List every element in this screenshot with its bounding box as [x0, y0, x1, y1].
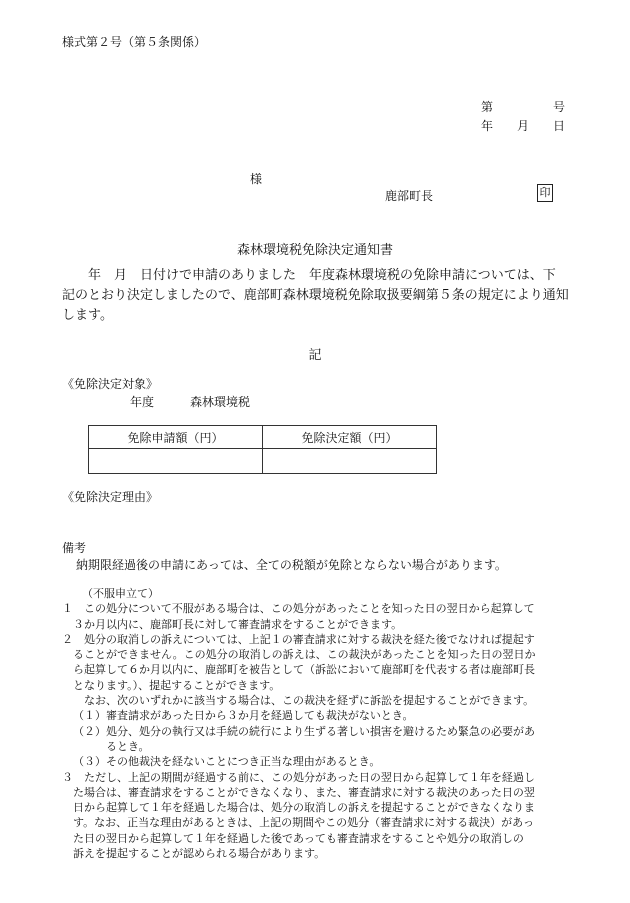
appeal-line: た場合は、審査請求をすることができなくなり、また、審査請求に対する裁決のあった日の翌	[73, 785, 535, 799]
remarks-heading: 備考	[62, 541, 87, 555]
intro-paragraph	[62, 266, 582, 326]
appeal-line: るとき。	[106, 739, 150, 753]
addressee: 様	[250, 172, 263, 186]
appeal-line: 訴えを提起することが認められる場合があります。	[73, 847, 326, 861]
intro-line: します。	[62, 308, 113, 323]
appeal-line: 日から起算して１年を経過した場合は、処分の取消しの訴えを提起することができなくなりま	[73, 801, 535, 815]
appeal-line: となります。）、提起することができます。	[73, 678, 281, 692]
appeal-line: ３か月以内に、鹿部町長に対して審査請求をすることができます。	[73, 617, 403, 631]
appeal-line: （１）審査請求があった日から３か月を経過しても裁決がないとき。	[73, 709, 414, 723]
table-header: 免除決定額（円）	[263, 426, 437, 449]
target-line: 年度 森林環境税	[130, 395, 251, 409]
appeal-notice	[62, 586, 588, 861]
table-header: 免除申請額（円）	[89, 426, 263, 449]
ki-heading: 記	[308, 348, 322, 363]
appeal-heading: （不服申立て）	[82, 587, 159, 600]
target-heading: 《免除決定対象》	[62, 377, 159, 391]
appeal-line: （２）処分、処分の執行又は手続の続行により生ずる著しい損害を避けるため緊急の必要があ	[73, 724, 535, 738]
intro-line: 記のとおり決定しましたので、鹿部町森林環境税免除取扱要綱第５条の規定により通知	[62, 288, 569, 303]
issue-date: 年 月 日	[481, 119, 566, 133]
appeal-line: ２ 処分の取消しの訴えについては、上記１の審査請求に対する裁決を経た後でなければ提起す	[62, 632, 535, 646]
table-cell	[263, 449, 437, 474]
intro-line: 年 月 日付けで申請のありました 年度森林環境税の免除申請については、下	[62, 268, 556, 283]
appeal-line: なお、次のいずれかに該当する場合は、この裁決を経ずに訴訟を提起することができます。	[84, 694, 535, 708]
table-cell	[89, 449, 263, 474]
document-title: 森林環境税免除決定通知書	[236, 243, 393, 258]
amount-table	[88, 425, 437, 474]
appeal-line: ら起算して６か月以内に、鹿部町を被告として（訴訟において鹿部町を代表する者は鹿部町長	[73, 663, 535, 677]
reason-heading: 《免除決定理由》	[62, 490, 159, 504]
appeal-line: ることができません。この処分の取消しの訴えは、この裁決があったことを知った日の翌日か	[73, 648, 536, 662]
issue-number: 第 号	[481, 100, 566, 114]
form-number: 様式第２号（第５条関係）	[62, 35, 207, 49]
seal-stamp: 印	[537, 184, 553, 202]
appeal-line: ３ ただし、上記の期間が経過する前に、この処分があった日の翌日から起算して１年を経過し	[62, 770, 535, 784]
appeal-line: （３）その他裁決を経ないことにつき正当な理由があるとき。	[73, 755, 381, 769]
remarks-note: 納期限経過後の申請にあっては、全ての税額が免除とならない場合があります。	[76, 558, 507, 572]
appeal-line: た日の翌日から起算して１年を経過した後であっても審査請求をすることや処分の取消しの	[73, 831, 524, 845]
appeal-line: １ この処分について不服がある場合は、この処分があったことを知った日の翌日から起算して	[62, 602, 535, 616]
appeal-line: す。なお、正当な理由があるときは、上記の期間やこの処分（審査請求に対する裁決）があっ	[73, 816, 535, 830]
sender-name: 鹿部町長	[385, 189, 434, 203]
